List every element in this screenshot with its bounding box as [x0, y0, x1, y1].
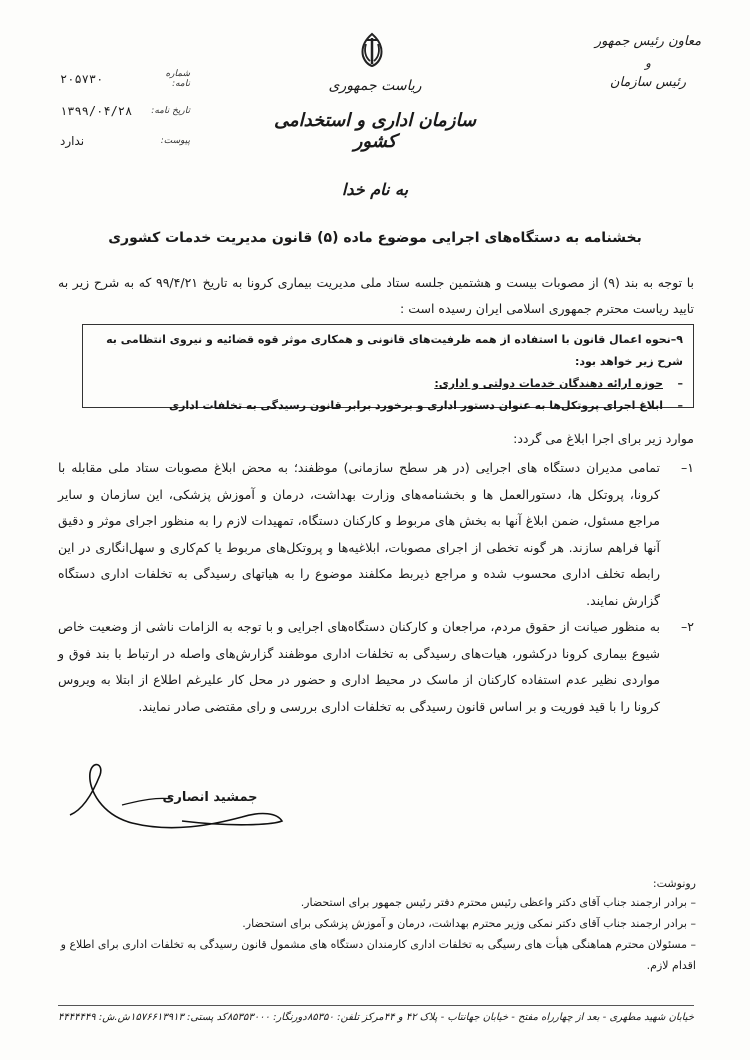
iran-emblem-icon	[352, 30, 392, 70]
clause-1-number: ۱–	[681, 460, 694, 475]
document-title: بخشنامه به دستگاه‌های اجرایی موضوع ماده (۵) قانون مدیریت خدمات کشوری	[108, 230, 642, 246]
cc-label: رونوشت:	[652, 877, 696, 890]
clause-2-text: به منظور صیانت از حقوق مردم، مراجعان و کارکنان دستگاه‌های اجرایی و با توجه به الزامات ناشی از وضعیت خاص شیوع بیماری کرونا درکشور، هیات‌های رسیدگی به تخلفات اداری موظفند گزارش‌های واصله در ارتباط با بند فوق و مواردی نظیر عدم استفاده کارکنان از ماسک در محیط اداری و حضور در محل کار علیرغم اطلاع از ابتلا به ویروس کرونا را با قید فوریت و بر اساس قانون رسیدگی به تخلفات اداری بررسی و رای مقتضی صادر نمایند.	[58, 619, 660, 714]
vp-title-line1: معاون رئیس جمهور	[594, 34, 702, 49]
resolution-item-2	[93, 395, 683, 417]
attachment-row	[60, 130, 190, 152]
letter-date-label: تاریخ نامه:	[151, 106, 190, 116]
footer-fax: دورنگار: ۸۵۳۵۳۰۰۰	[226, 1012, 307, 1023]
lead-sentence: موارد زیر برای اجرا ابلاغ می گردد:	[513, 431, 694, 446]
letter-number-row	[60, 68, 190, 90]
bismillah: به نام خدا	[341, 180, 409, 199]
footer-postal: کد پستی: ۱۵۷۶۶۱۳۹۱۳	[130, 1012, 227, 1023]
resolution-item-2-text: ابلاغ اجرای پروتکل‌ها به عنوان دستور اداری و برخورد برابر قانون رسیدگی به تخلفات اداری	[169, 399, 663, 412]
intro-paragraph: با توجه به بند (۹) از مصوبات بیست و هشتمین جلسه ستاد ملی مدیریت بیماری کرونا به تاریخ ۹۹/۴/۲۱ که به شرح زیر به تایید ریاست محترم جمهوری اسلامی ایران رسیده است :	[58, 275, 694, 316]
signer-name: جمشید انصاری	[162, 790, 258, 805]
letter-date-value: ۱۳۹۹/۰۴/۲۸	[60, 104, 133, 118]
presidency-label: ریاست جمهوری	[328, 78, 422, 94]
vp-title-and: و	[645, 56, 651, 71]
organization-name: سازمان اداری و استخدامی کشور	[273, 110, 477, 152]
cc-item-3: – مسئولان محترم هماهنگی هیأت های رسیگی به تخلفات اداری کارمندان دستگاه های مشمول قانون رسیدگی به تخلفات اداری برای اطلاع و اقدام لازم.	[60, 938, 696, 972]
clause-2-number: ۲–	[681, 619, 694, 634]
attachment-value: ندارد	[60, 134, 85, 148]
cc-item-2: – برادر ارجمند جناب آقای دکتر نمکی وزیر محترم بهداشت، درمان و آموزش پزشکی برای استحضار.	[242, 917, 696, 930]
footer	[58, 1012, 694, 1023]
resolution-item-2-dash: –	[677, 399, 683, 412]
footer-address: خیابان شهید مطهری - بعد از چهارراه مفتح - خیابان جهانتاب - پلاک ۴۲ و ۴۴	[383, 1012, 694, 1023]
footer-phone: مرکز تلفن: ۸۵۳۵۰	[307, 1012, 384, 1023]
resolution-heading: ۹–نحوه اعمال قانون با استفاده از همه ظرفیت‌های قانونی و همکاری موثر قوه قضائیه و نیروی انتظامی به شرح زیر خواهد بود:	[106, 333, 683, 368]
vice-president-title	[588, 34, 708, 92]
resolution-item-1	[93, 373, 683, 395]
clause-1	[58, 455, 694, 614]
footer-id: ش.ش: ۴۴۴۴۴۴۹	[58, 1012, 130, 1023]
cc-item-1: – برادر ارجمند جناب آقای دکتر واعظی رئیس محترم دفتر رئیس جمهور برای استحضار.	[300, 896, 696, 909]
letter-number-value: ۲۰۵۷۳۰	[60, 72, 104, 86]
letter-date-row	[60, 100, 190, 122]
clause-1-text: تمامی مدیران دستگاه های اجرایی (در هر سطح سازمانی) موظفند؛ به محض ابلاغ مصوبات ستاد ملی مقابله با کرونا، پروتکل ها، دستورالعمل ها و بخشنامه‌های وزارت بهداشت، درمان و آموزش پزشکی، این سازمان و سایر مراجع مسئول، ضمن ابلاغ آنها به بخش های مربوط و کارکنان دستگاه، تمهیدات لازم را به منظور اجرای موثر و دقیق آنها فراهم سازند. هر گونه تخطی از اجرای مصوبات، ابلاغیه‌ها و پروتکل‌های مربوط یا کم‌کاری و سهل‌انگاری در این رابطه تخلف اداری محسوب شده و مراجع ذیربط مکلفند موضوع را به هیاتهای رسیدگی به تخلفات اداری دستگاه گزارش نمایند.	[58, 460, 660, 608]
resolution-box	[82, 324, 694, 412]
resolution-item-1-dash: –	[677, 377, 683, 390]
footer-divider	[58, 1005, 694, 1006]
vp-title-line2: رئیس سازمان	[609, 75, 687, 91]
resolution-item-1-text: حوزه ارائه دهندگان خدمات دولتی و اداری:	[434, 377, 663, 390]
clause-2	[58, 614, 694, 720]
letter-number-label: شماره نامه:	[165, 69, 190, 89]
attachment-label: پیوست:	[160, 136, 190, 146]
